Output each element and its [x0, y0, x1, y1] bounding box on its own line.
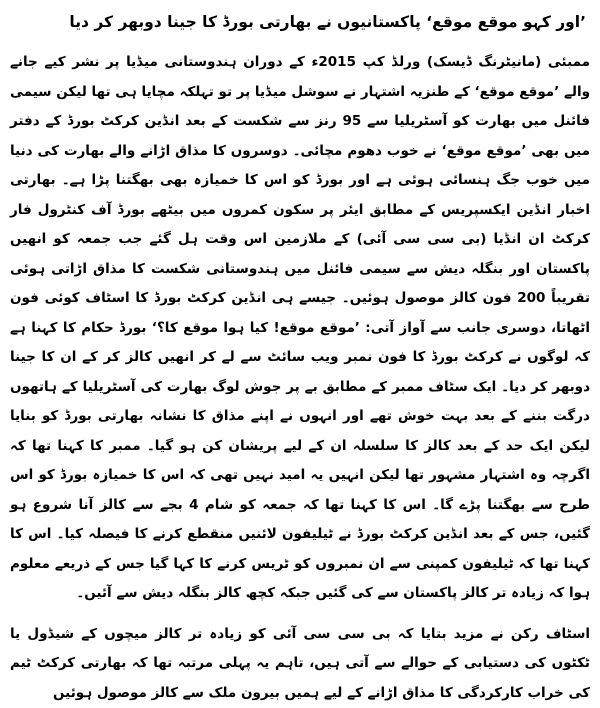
- article-headline: ’اور کہو موقع موقع‘ پاکستانیوں نے بھارتی بورڈ کا جینا دوبھر کر دیا: [10, 10, 590, 34]
- article-paragraph-main: ممبئی (مانیٹرنگ ڈیسک) ورلڈ کپ 2015ء کے دوران ہندوستانی میڈیا پر نشر کیے جانے والے ’موقع موقع‘ کے طنزیہ اشتہار نے سوشل میڈیا پر تو تہلکہ مچایا ہی تھا لیکن سیمی فائنل میں بھارت کو آسٹریلیا سے 95 رنز سے شکست کے بعد انڈین کرکٹ بورڈ کے دفتر میں بھی ’موقع موقع‘ نے خوب دھوم مچائی۔ دوسروں کا مذاق اڑانے والے بھارت کی دنیا میں خوب جگ ہنسائی ہوئی ہے اور بورڈ کو اس کا خمیازہ بھی بھگتنا پڑا ہے۔ بھارتی اخبار انڈین ایکسپریس کے مطابق ایئر پر سکون کمروں میں بیٹھے بورڈ آف کنٹرول فار کرکٹ ان انڈیا (بی سی سی آئی) کے ملازمین اس وقت ہل گئے جب جمعہ کو انھیں پاکستان اور بنگلہ دیش سے سیمی فائنل میں ہندوستانی شکست کا مذاق اڑاتی ہوئی تقریباً 200 فون کالز موصول ہوئیں۔ جیسے ہی انڈین کرکٹ بورڈ کا اسٹاف کوئی فون اٹھاتا، دوسری جانب سے آواز آتی: ’موقع موقع! کیا ہوا موقع کا؟‘ بورڈ حکام کا کہنا ہے کہ لوگوں نے کرکٹ بورڈ کا فون نمبر ویب سائٹ سے لے کر انھیں کالز کر کے ان کا جینا دوبھر کر دیا۔ ایک سٹاف ممبر کے مطابق بے پر جوش لوگ بھارت کی آسٹریلیا کے ہاتھوں درگت بننے کے بعد بہت خوش تھے اور انہوں نے اپنے مذاق کا نشانہ بھارتی بورڈ کو بنایا لیکن ایک حد کے بعد کالز کا سلسلہ ان کے لیے پریشان کن ہو گیا۔ ممبر کا کہنا تھا کہ اگرچہ وہ اشتہار مشہور تھا لیکن انہیں یہ امید نہیں تھی کہ اس کا خمیازہ بورڈ کو اس طرح سے بھگتنا پڑے گا۔ اس کا کہنا تھا کہ جمعہ کو شام 4 بجے سے کالز آنا شروع ہو گئیں، جس کے بعد انڈین کرکٹ بورڈ نے ٹیلیفون لائنیں منقطع کرنے کا فیصلہ کیا۔ اس کا کہنا تھا کہ ٹیلیفون کمپنی سے ان نمبروں کو ٹریس کرنے کا کہا گیا جس کے ذریعے معلوم ہوا کہ زیادہ تر کالز پاکستان سے کی گئیں جبکہ کچھ کالز بنگلہ دیش سے آئیں۔: [10, 48, 590, 609]
- article-paragraph-staff: اسٹاف رکن نے مزید بتایا کہ بی سی سی آئی کو زیادہ تر کالز میچوں کے شیڈول یا ٹکٹوں کی دستیابی کے حوالے سے آتی ہیں، تاہم یہ پہلی مرتبہ تھا کہ بھارتی کرکٹ ٹیم کی خراب کارکردگی کا مذاق اڑانے کے لیے ہمیں بیرون ملک سے کالز موصول ہوئیں: [10, 620, 590, 708]
- news-article: [10, 10, 590, 592]
